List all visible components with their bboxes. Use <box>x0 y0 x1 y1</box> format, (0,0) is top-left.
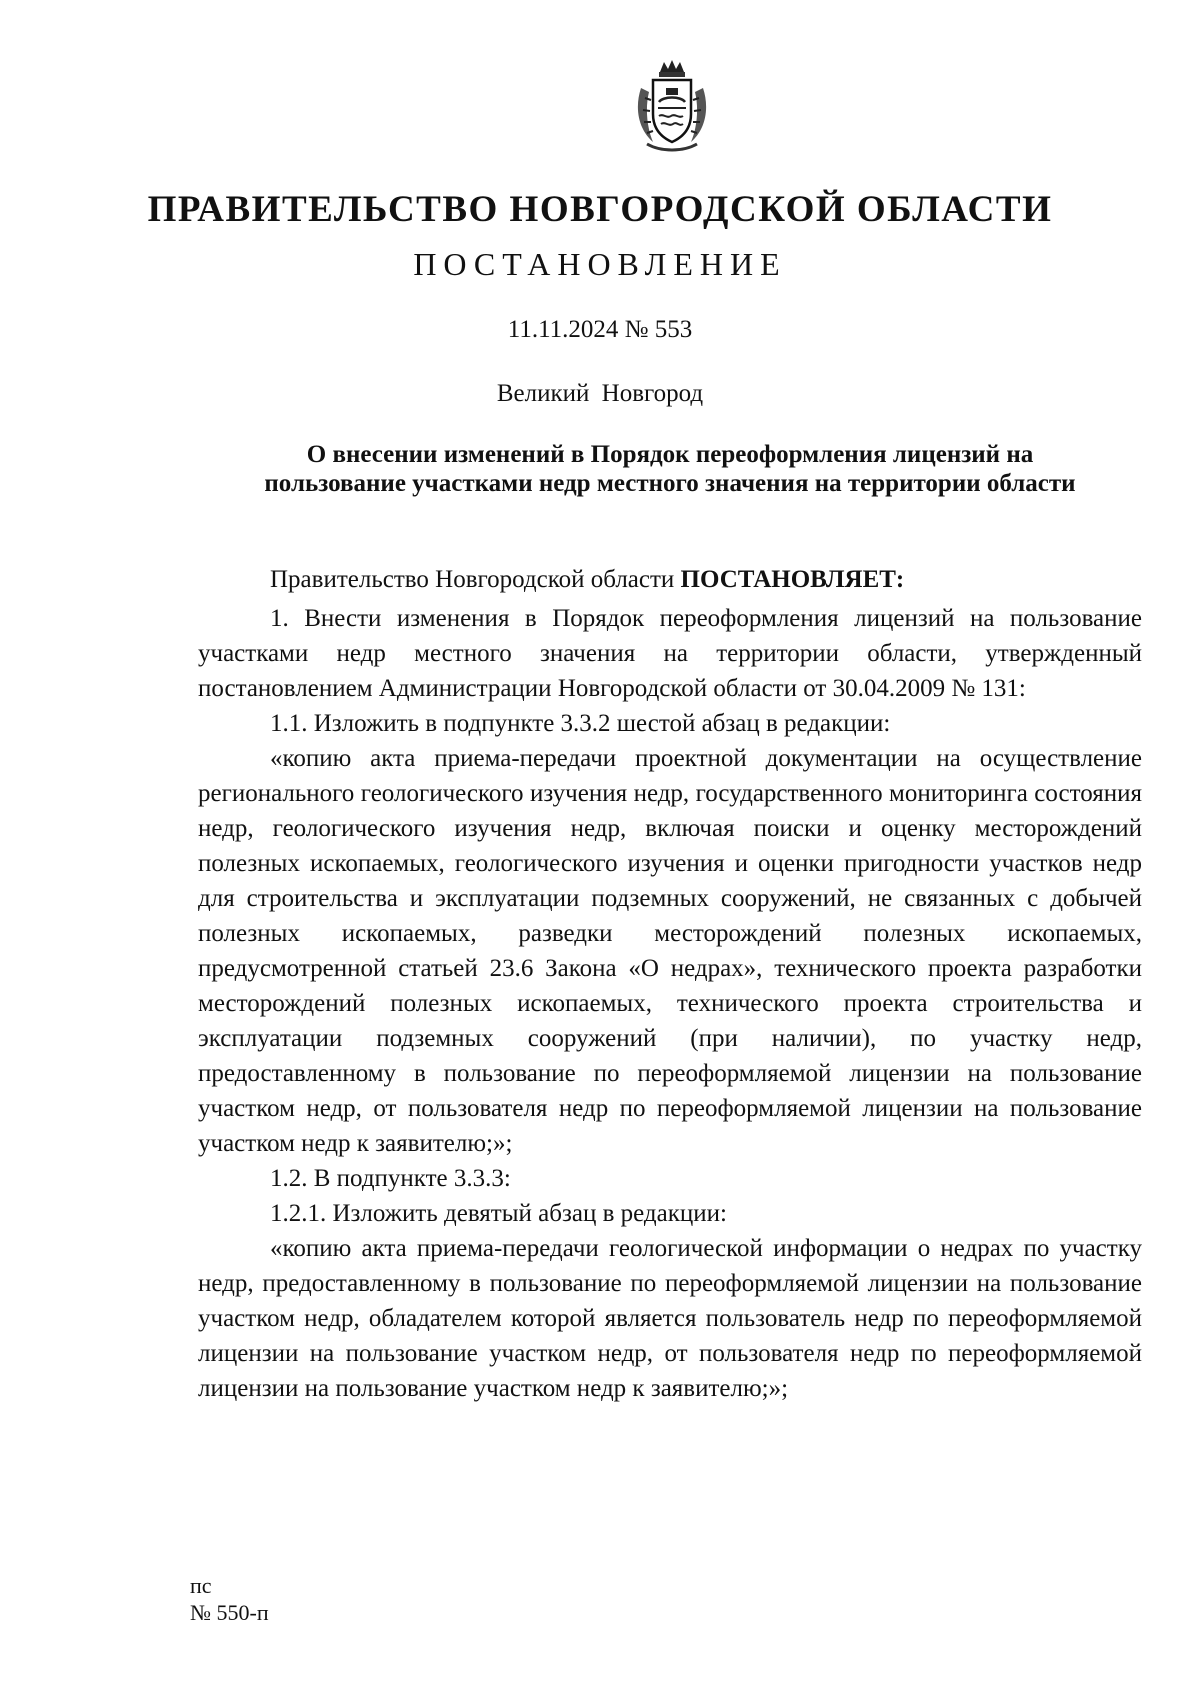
footer-number: № 550-п <box>190 1600 269 1625</box>
paragraph-quote-1: «копию акта приема-передачи проектной документации на осуществление регионального геологического изучения недр, государственного мониторинга состояния недр, геологического изучения недр, включая поиски и оценку месторождений полезных ископаемых, геологического изучения и оценки пригодности участков недр для строительства и эксплуатации подземных сооружений, не связанных с добычей полезных ископаемых, разведки месторождений полезных ископаемых, предусмотренной статьей 23.6 Закона «О недрах», технического проекта разработки месторождений полезных ископаемых, технического проекта строительства и эксплуатации подземных сооружений (при наличии), по участку недр, предоставленному в пользование по переоформляемой лицензии на пользование участком недр, от пользователя недр по переоформляемой лицензии на пользование участком недр к заявителю;»; <box>198 745 1142 1157</box>
title-line-1: О внесении изменений в Порядок переоформления лицензий на <box>306 441 1034 468</box>
preamble <box>198 562 1142 597</box>
document-title <box>200 440 1140 498</box>
footer-initials: пс <box>190 1573 212 1598</box>
preamble-text: Правительство Новгородской области <box>270 566 681 593</box>
document-date-number: 11.11.2024 № 553 <box>507 316 693 343</box>
paragraph-1-1: 1.1. Изложить в подпункте 3.3.2 шестой абзац в редакции: <box>270 710 891 737</box>
document-body <box>198 562 1142 1406</box>
document-type: ПОСТАНОВЛЕНИЕ <box>413 246 787 282</box>
paragraph-1-2: 1.2. В подпункте 3.3.3: <box>270 1165 511 1192</box>
coat-of-arms-icon <box>633 58 711 152</box>
paragraph-quote-2: «копию акта приема-передачи геологической информации о недрах по участку недр, предоставленному в пользование по переоформляемой лицензии на пользование участком недр, обладателем которой является пользователь недр по переоформляемой лицензии на пользование участком недр, от пользователя недр по переоформляемой лицензии на пользование участком недр к заявителю;»; <box>198 1235 1142 1402</box>
preamble-decree: ПОСТАНОВЛЯЕТ: <box>680 566 905 593</box>
organization-name: ПРАВИТЕЛЬСТВО НОВГОРОДСКОЙ ОБЛАСТИ <box>147 189 1053 230</box>
document-city: Великий Новгород <box>496 380 704 407</box>
paragraph-1: 1. Внести изменения в Порядок переоформления лицензий на пользование участками недр местного значения на территории области, утвержденный постановлением Администрации Новгородской области от 30.04.2009 № 131: <box>198 605 1142 702</box>
title-line-2: пользование участками недр местного значения на территории области <box>264 470 1076 497</box>
footer-note <box>190 1572 269 1626</box>
paragraph-1-2-1: 1.2.1. Изложить девятый абзац в редакции: <box>270 1200 727 1227</box>
